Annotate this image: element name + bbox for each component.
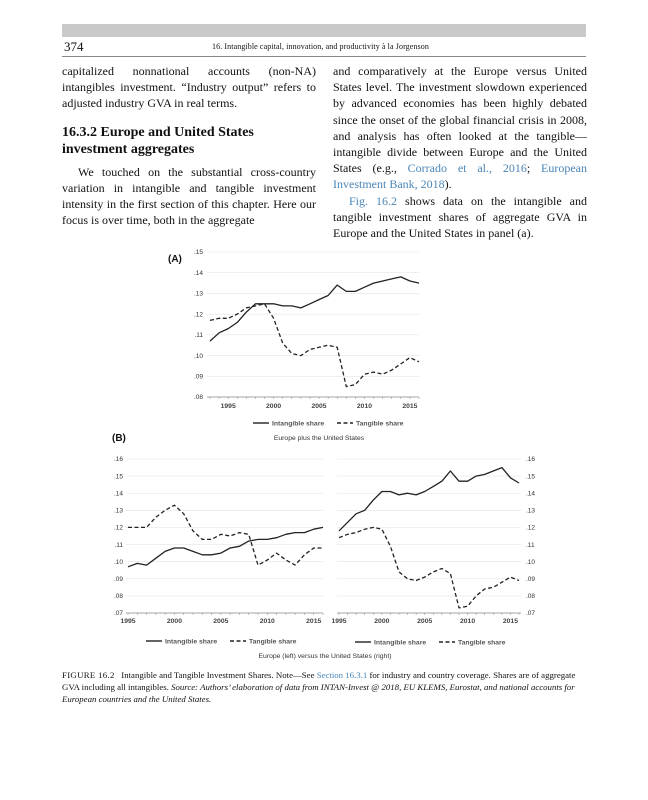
running-title: 16. Intangible capital, innovation, and productivity à la Jorgenson xyxy=(212,42,429,51)
chart-panel-b-right xyxy=(331,456,535,625)
legend-tangible-label: Tangible share xyxy=(458,639,506,647)
y-tick-label: .14 xyxy=(193,269,203,277)
y-tick-label: .07 xyxy=(113,610,123,618)
panel-a-title: Europe plus the United States xyxy=(273,435,365,442)
citation-link-corrado[interactable]: Corrado et al., 2016 xyxy=(407,161,527,176)
y-tick-label: .13 xyxy=(526,507,536,515)
y-tick-label: .15 xyxy=(193,249,203,257)
legend-b-right xyxy=(355,639,506,646)
y-tick-label: .14 xyxy=(526,490,536,498)
page-number: 374 xyxy=(64,39,84,54)
y-tick-label: .09 xyxy=(526,575,536,583)
intangible-share-line xyxy=(128,527,323,566)
y-tick-label: .16 xyxy=(526,456,536,464)
figure-ref-link[interactable]: Fig. 16.2 xyxy=(349,193,398,208)
y-tick-label: .08 xyxy=(193,394,203,402)
y-tick-label: .08 xyxy=(526,593,536,601)
y-tick-label: .12 xyxy=(526,524,536,532)
x-tick-label: 2005 xyxy=(213,618,229,625)
legend-intangible-label: Intangible share xyxy=(165,638,218,646)
panel-b-title: Europe (left) versus the United States (right) xyxy=(258,653,392,660)
caption-text-a: Intangible and Tangible Investment Shares. Note—See xyxy=(121,670,317,680)
y-tick-label: .13 xyxy=(113,507,123,515)
x-tick-label: 2010 xyxy=(259,618,275,625)
figure-caption xyxy=(62,670,586,705)
legend-intangible-label: Intangible share xyxy=(374,639,427,647)
x-tick-label: 2010 xyxy=(356,403,373,410)
x-tick-label: 2000 xyxy=(266,403,282,410)
x-tick-label: 2000 xyxy=(374,618,390,625)
y-tick-label: .13 xyxy=(193,290,203,298)
x-tick-label: 2010 xyxy=(460,618,476,625)
section-title: Europe and United States investment aggregates xyxy=(62,124,254,157)
intangible-share-line xyxy=(339,468,519,531)
y-tick-label: .15 xyxy=(526,473,536,481)
intangible-share-line xyxy=(210,277,419,341)
x-tick-label: 2000 xyxy=(166,618,182,625)
x-tick-label: 1995 xyxy=(120,618,136,625)
y-tick-label: .11 xyxy=(526,541,535,549)
caption-source: Source: Authors’ elaboration of data from INTAN-Invest @ 2018, EU KLEMS, Eurostat, and national accounts for European countries and the United States. xyxy=(62,681,575,704)
y-tick-label: .10 xyxy=(526,558,536,566)
right-paragraph-1-end: ). xyxy=(444,177,452,192)
legend-b-left xyxy=(146,638,297,645)
y-tick-label: .09 xyxy=(193,373,203,381)
x-tick-label: 2015 xyxy=(306,618,322,625)
panel-a-label: (A) xyxy=(168,254,182,265)
legend-tangible-label: Tangible share xyxy=(356,420,404,428)
panel-b-label: (B) xyxy=(112,433,126,444)
x-tick-label: 2005 xyxy=(417,618,433,625)
y-tick-label: .09 xyxy=(113,575,123,583)
left-paragraph-1: capitalized nonnational accounts (non-NA) intangibles investment. “Industry output” refers to adjusted industry GVA in real terms. xyxy=(62,64,316,111)
y-tick-label: .07 xyxy=(526,610,536,618)
y-tick-label: .12 xyxy=(113,524,123,532)
left-paragraph-2: We touched on the substantial cross-country variation in intangible and tangible investment intensity in the first section of this chapter. Here our focus is over time, both in the aggregate xyxy=(62,164,316,228)
citation-link-eib[interactable]: European Investment Bank, 2018 xyxy=(333,161,587,192)
y-tick-label: .12 xyxy=(193,311,203,319)
y-tick-label: .11 xyxy=(194,332,203,340)
tangible-share-line xyxy=(128,505,323,565)
y-tick-label: .11 xyxy=(114,541,123,549)
x-tick-label: 2015 xyxy=(502,618,518,625)
chart-panel-b-left xyxy=(114,456,323,625)
y-tick-label: .15 xyxy=(113,473,123,481)
right-paragraph-2-text: shows data on the intangible and tangible investment shares of aggregate GVA in Europe and the United States in panel (a). xyxy=(333,193,587,241)
y-tick-label: .10 xyxy=(193,352,203,360)
caption-label: FIGURE 16.2 xyxy=(62,670,115,680)
legend-intangible-label: Intangible share xyxy=(272,420,325,428)
tangible-share-line xyxy=(210,304,419,387)
x-tick-label: 1995 xyxy=(220,403,236,410)
x-tick-label: 2005 xyxy=(311,403,327,410)
citation-separator: ; xyxy=(526,161,541,176)
y-tick-label: .14 xyxy=(113,490,123,498)
section-number: 16.3.2 xyxy=(62,124,97,140)
caption-text-b: for industry and country coverage. Shares are of aggregate GVA including all intangibles. xyxy=(62,670,576,692)
caption-section-link[interactable]: Section 16.3.1 xyxy=(316,670,368,680)
y-tick-label: .16 xyxy=(113,456,123,464)
right-paragraph-1-text: and comparatively at the Europe versus United States level. The investment slowdown experienced by advanced economies has been highly debated since the onset of the global financial crisis in 2008, and analysis has often looked at the tangible—intangible divide between Europe and the United States (e.g., xyxy=(333,64,587,176)
legend-a xyxy=(253,420,404,427)
y-tick-label: .10 xyxy=(113,558,123,566)
legend-tangible-label: Tangible share xyxy=(249,638,297,646)
x-tick-label: 1995 xyxy=(331,618,347,625)
chart-panel-a xyxy=(194,249,419,410)
x-tick-label: 2015 xyxy=(402,403,418,410)
y-tick-label: .08 xyxy=(113,593,123,601)
